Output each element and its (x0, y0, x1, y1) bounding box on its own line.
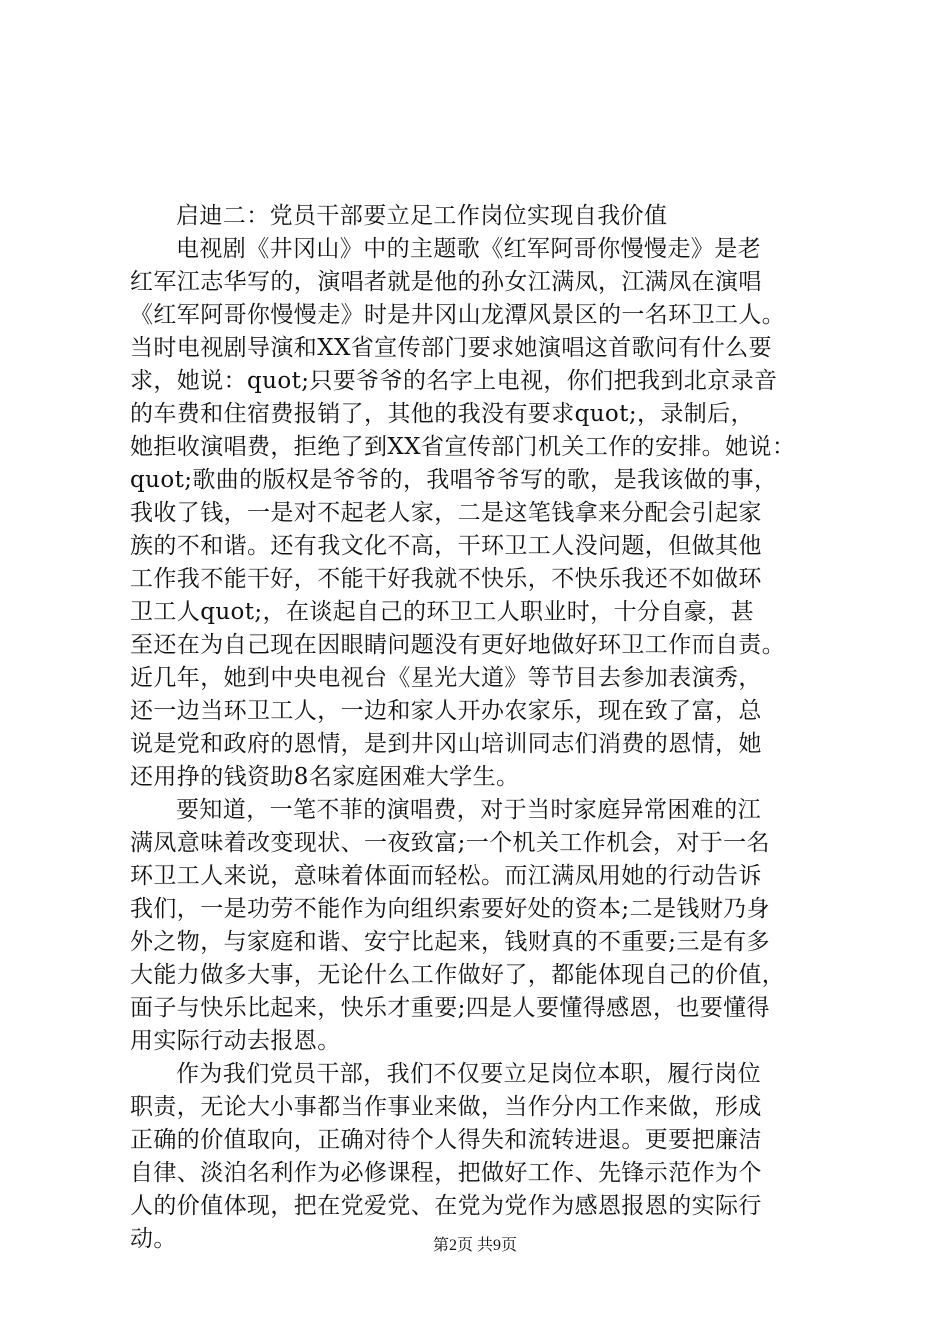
paragraph-line: 自律、淡泊名利作为必修课程，把做好工作、先锋示范作为个 (130, 1160, 762, 1186)
paragraph-line: 正确的价值取向，正确对待个人得失和流转进退。更要把廉洁 (130, 1127, 762, 1153)
paragraph-line: quot;歌曲的版权是爷爷的，我唱爷爷写的歌，是我该做的事， (130, 467, 778, 493)
paragraph (130, 794, 830, 1058)
paragraph-line: 要知道，一笔不菲的演唱费，对于当时家庭异常困难的江 (176, 797, 761, 823)
paragraph-line: 外之物，与家庭和谐、安宁比起来，钱财真的不重要;三是有多 (130, 929, 770, 955)
paragraph-line: 说是党和政府的恩情，是到井冈山培训同志们消费的恩情，她 (130, 731, 762, 757)
paragraph-line: 求，她说：quot;只要爷爷的名字上电视，你们把我到北京录音 (130, 368, 778, 394)
paragraph-line: 环卫工人来说，意味着体面而轻松。而江满凤用她的行动告诉 (130, 863, 762, 889)
paragraph-line: 至还在为自己现在因眼睛问题没有更好地做好环卫工作而自责。 (130, 632, 786, 658)
paragraph-container (130, 233, 830, 1256)
paragraph-line: 红军江志华写的，演唱者就是他的孙女江满凤，江满凤在演唱 (130, 269, 762, 295)
paragraph-line: 还一边当环卫工人，一边和家人开办农家乐，现在致了富，总 (130, 698, 762, 724)
paragraph-line: 她拒收演唱费，拒绝了到XX省宣传部门机关工作的安排。她说： (130, 434, 796, 460)
paragraph-line: 用实际行动去报恩。 (130, 1028, 341, 1054)
paragraph-line: 卫工人quot;，在谈起自己的环卫工人职业时，十分自豪，甚 (130, 599, 754, 625)
paragraph-line: 人的价值体现，把在党爱党、在党为党作为感恩报恩的实际行 (130, 1193, 762, 1219)
paragraph-line: 动。 (130, 1226, 177, 1252)
paragraph-line: 作为我们党员干部，我们不仅要立足岗位本职，履行岗位 (176, 1061, 761, 1087)
paragraph-line: 职责，无论大小事都当作事业来做，当作分内工作来做，形成 (130, 1094, 762, 1120)
paragraph (130, 1058, 830, 1256)
paragraph-line: 当时电视剧导演和XX省宣传部门要求她演唱这首歌问有什么要 (130, 335, 772, 361)
paragraph-line: 族的不和谐。还有我文化不高，干环卫工人没问题，但做其他 (130, 533, 762, 559)
paragraph-line: 近几年，她到中央电视台《星光大道》等节目去参加表演秀， (130, 665, 762, 691)
paragraph-line: 我收了钱，一是对不起老人家，二是这笔钱拿来分配会引起家 (130, 500, 762, 526)
paragraph-line: 《红军阿哥你慢慢走》时是井冈山龙潭风景区的一名环卫工人。 (130, 302, 786, 328)
paragraph-line: 还用挣的钱资助8名家庭困难大学生。 (130, 764, 520, 790)
section-heading: 启迪二：党员干部要立足工作岗位实现自我价值 (176, 203, 668, 229)
paragraph-line: 我们，一是功劳不能作为向组织索要好处的资本;二是钱财乃身 (130, 896, 770, 922)
paragraph (130, 233, 830, 794)
page-footer: 第2页 共9页 (432, 1237, 517, 1254)
paragraph-line: 工作我不能干好，不能干好我就不快乐，不快乐我还不如做环 (130, 566, 762, 592)
paragraph-line: 满凤意味着改变现状、一夜致富;一个机关工作机会，对于一名 (130, 830, 770, 856)
paragraph-line: 的车费和住宿费报销了，其他的我没有要求quot;，录制后， (130, 401, 754, 427)
paragraph-line: 电视剧《井冈山》中的主题歌《红军阿哥你慢慢走》是老 (176, 236, 761, 262)
document-body (130, 200, 830, 1256)
paragraph-line: 大能力做多大事，无论什么工作做好了，都能体现自己的价值， (130, 962, 786, 988)
paragraph-line: 面子与快乐比起来，快乐才重要;四是人要懂得感恩，也要懂得 (130, 995, 770, 1021)
